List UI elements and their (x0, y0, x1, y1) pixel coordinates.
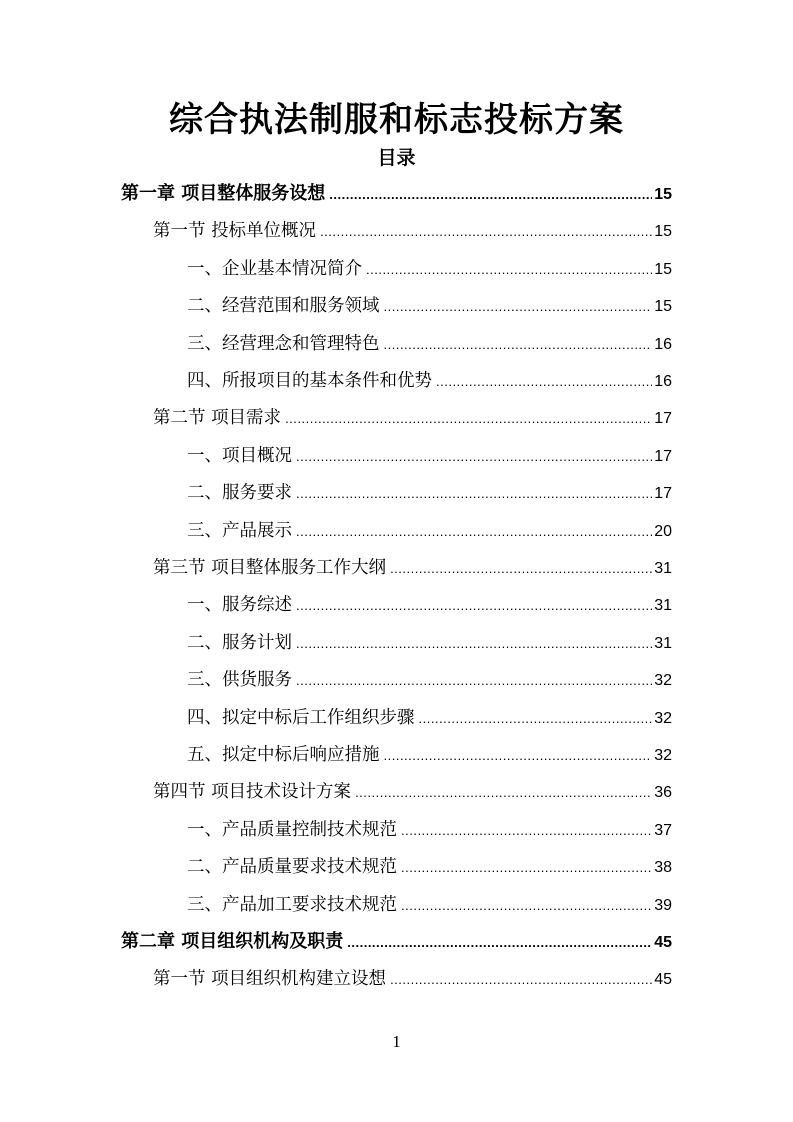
toc-entry-label: 三、产品展示 (187, 520, 292, 541)
toc-entry-page: 38 (654, 859, 672, 877)
toc-entry-label: 一、服务综述 (187, 595, 292, 616)
toc-entry[interactable] (187, 853, 672, 881)
toc-leader-dots (296, 630, 652, 658)
toc-entry-page: 16 (654, 373, 672, 390)
toc-entry-label: 第四节 项目技术设计方案 (153, 782, 352, 803)
toc-entry-page: 32 (654, 709, 672, 727)
toc-entry[interactable] (187, 891, 672, 919)
toc-entry[interactable] (187, 704, 672, 732)
toc-heading: 目录 (377, 147, 416, 169)
toc-entry-page: 15 (654, 223, 672, 241)
toc-entry-page: 39 (654, 896, 672, 914)
toc-entry-page: 15 (654, 298, 672, 316)
toc-leader-dots (401, 892, 652, 920)
toc-entry[interactable] (187, 666, 672, 694)
toc-entry-label: 二、经营范围和服务领域 (187, 296, 380, 317)
toc-entry[interactable] (153, 404, 672, 432)
toc-entry[interactable] (153, 554, 672, 582)
toc-entry-page: 15 (654, 260, 672, 278)
toc-entry-page: 31 (654, 597, 672, 615)
toc-entry-label: 三、供货服务 (187, 670, 292, 691)
toc-entry[interactable] (153, 217, 672, 245)
toc-entry[interactable] (187, 442, 672, 470)
toc-entry-page: 16 (654, 335, 672, 353)
toc-entry-page: 45 (654, 971, 672, 989)
toc-leader-dots (285, 405, 652, 433)
toc-entry-page: 17 (654, 447, 672, 465)
toc-leader-dots (296, 518, 652, 546)
toc-entry-label: 三、产品加工要求技术规范 (187, 894, 397, 915)
toc-leader-dots (355, 779, 652, 807)
toc-entry-label: 二、服务计划 (187, 632, 292, 653)
toc-entry-page: 45 (654, 934, 672, 951)
toc-entry-label: 五、拟定中标后响应措施 (187, 745, 380, 765)
toc-entry-label: 一、项目概况 (187, 445, 292, 466)
toc-leader-dots (401, 817, 652, 845)
toc-entry[interactable] (187, 816, 672, 844)
toc-entry[interactable] (187, 517, 672, 545)
toc-entry-label: 一、企业基本情况简介 (187, 258, 362, 279)
toc-entry-label: 四、拟定中标后工作组织步骤 (187, 707, 415, 728)
toc-entry[interactable] (153, 965, 672, 993)
toc-entry[interactable] (121, 928, 672, 956)
toc-leader-dots (366, 256, 652, 284)
toc-entry-page: 32 (654, 672, 672, 690)
toc-entry-page: 37 (654, 821, 672, 839)
toc-entry-label: 第一章 项目整体服务设想 (121, 183, 326, 204)
toc-entry-label: 二、产品质量要求技术规范 (187, 857, 397, 878)
toc-leader-dots (390, 966, 652, 994)
toc-entry[interactable] (187, 479, 672, 507)
toc-leader-dots (320, 218, 652, 246)
toc-entry-page: 31 (654, 634, 672, 652)
toc-leader-dots (296, 443, 652, 471)
toc-entry-label: 二、服务要求 (187, 483, 292, 504)
toc-entry-label: 第一节 项目组织机构建立设想 (153, 969, 387, 990)
toc-entry-label: 四、所报项目的基本条件和优势 (187, 371, 432, 391)
toc-leader-dots (384, 331, 653, 359)
toc-entry-page: 36 (654, 784, 672, 802)
page-number: 1 (392, 1032, 401, 1051)
toc-entry[interactable] (187, 591, 672, 619)
toc-leader-dots (401, 854, 652, 882)
toc-entry-page: 17 (654, 410, 672, 428)
toc-entry-label: 第二节 项目需求 (153, 408, 282, 429)
toc-entry[interactable] (187, 741, 672, 769)
toc-entry-page: 32 (654, 747, 672, 764)
toc-leader-dots (296, 592, 652, 620)
toc-entry-label: 第三节 项目整体服务工作大纲 (153, 558, 387, 578)
toc-leader-dots (436, 368, 652, 396)
toc-entry[interactable] (153, 778, 672, 806)
toc-entry-label: 一、产品质量控制技术规范 (187, 819, 397, 840)
toc-entry[interactable] (187, 367, 672, 395)
toc-leader-dots (419, 705, 653, 733)
toc-leader-dots (390, 555, 652, 583)
toc-entry-page: 15 (654, 186, 672, 203)
toc-leader-dots (384, 742, 653, 770)
toc-entry[interactable] (187, 255, 672, 283)
toc-leader-dots (296, 667, 652, 695)
toc-entry-page: 31 (654, 560, 672, 577)
toc-entry[interactable] (187, 629, 672, 657)
toc-entry[interactable] (121, 180, 672, 208)
toc-entry[interactable] (187, 330, 672, 358)
toc-leader-dots (296, 480, 652, 508)
toc-entry[interactable] (187, 292, 672, 320)
toc-leader-dots (329, 181, 652, 209)
document-title: 综合执法制服和标志投标方案 (169, 100, 624, 140)
toc-leader-dots (347, 929, 652, 957)
toc-entry-page: 17 (654, 485, 672, 503)
toc-entry-label: 三、经营理念和管理特色 (187, 333, 380, 354)
toc-entry-page: 20 (654, 522, 672, 540)
toc-leader-dots (384, 293, 653, 321)
toc-entry-label: 第二章 项目组织机构及职责 (121, 931, 344, 952)
toc-entry-label: 第一节 投标单位概况 (153, 221, 317, 242)
